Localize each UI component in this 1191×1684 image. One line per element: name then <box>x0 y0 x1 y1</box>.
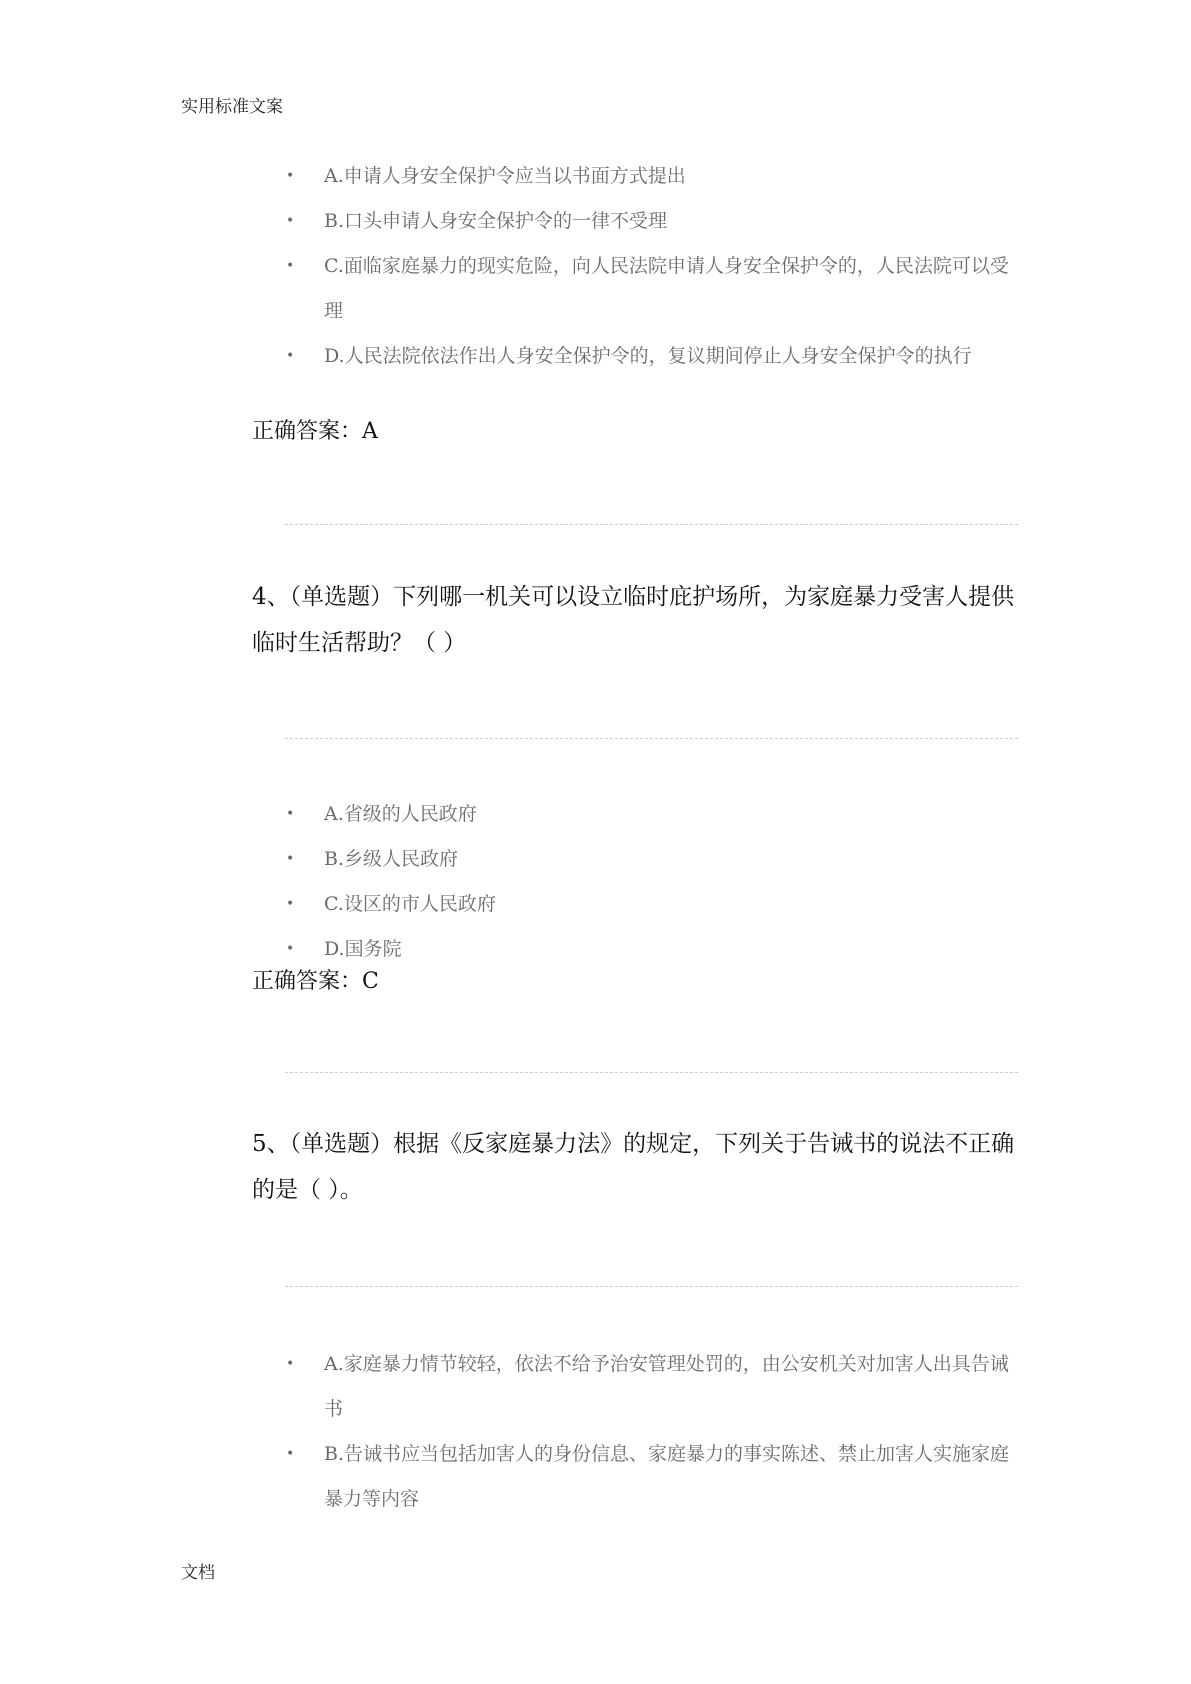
q5-option-a[interactable] <box>286 1342 1026 1432</box>
q4-option-d[interactable] <box>286 927 1026 972</box>
q3-option-a[interactable] <box>286 154 1026 199</box>
divider <box>285 1286 1018 1287</box>
option-text: B.告诫书应当包括加害人的身份信息、家庭暴力的事实陈述、禁止加害人实施家庭暴力等内容 <box>324 1443 1010 1510</box>
option-text: C.面临家庭暴力的现实危险，向人民法院申请人身安全保护令的，人民法院可以受理 <box>324 255 1009 322</box>
bullet-icon: • <box>286 258 295 274</box>
divider <box>285 524 1018 525</box>
option-text: B.口头申请人身安全保护令的一律不受理 <box>324 210 668 232</box>
bullet-icon: • <box>286 1356 295 1372</box>
q4-answer: 正确答案：C <box>252 969 379 994</box>
bullet-icon: • <box>286 896 295 912</box>
q3-option-b[interactable] <box>286 199 1026 244</box>
bullet-icon: • <box>286 168 295 184</box>
page-footer: 文档 <box>181 1563 215 1583</box>
q4-option-a[interactable] <box>286 792 1026 837</box>
bullet-icon: • <box>286 213 295 229</box>
q3-option-list <box>286 154 1026 379</box>
q3-option-c[interactable] <box>286 244 1026 334</box>
bullet-icon: • <box>286 1446 295 1462</box>
option-text: A.家庭暴力情节较轻，依法不给予治安管理处罚的，由公安机关对加害人出具告诫书 <box>324 1353 1009 1420</box>
option-text: A.申请人身安全保护令应当以书面方式提出 <box>324 165 686 187</box>
bullet-icon: • <box>286 806 295 822</box>
q3-answer: 正确答案：A <box>252 419 378 444</box>
option-text: D.国务院 <box>324 938 402 960</box>
bullet-icon: • <box>286 348 295 364</box>
q5-option-b[interactable] <box>286 1432 1026 1522</box>
option-text: C.设区的市人民政府 <box>324 893 496 915</box>
q5-question: 5、（单选题）根据《反家庭暴力法》的规定，下列关于告诫书的说法不正确的是（ ）。 <box>252 1131 1015 1203</box>
divider <box>285 738 1018 739</box>
option-text: D.人民法院依法作出人身安全保护令的，复议期间停止人身安全保护令的执行 <box>324 345 972 367</box>
bullet-icon: • <box>286 941 295 957</box>
q4-question: 4、（单选题）下列哪一机关可以设立临时庇护场所，为家庭暴力受害人提供临时生活帮助？（ ） <box>252 584 1015 656</box>
option-text: B.乡级人民政府 <box>324 848 459 870</box>
q5-option-list <box>286 1342 1026 1522</box>
divider <box>285 1072 1018 1073</box>
bullet-icon: • <box>286 851 295 867</box>
option-text: A.省级的人民政府 <box>324 803 477 825</box>
q4-option-list <box>286 792 1026 972</box>
q4-option-c[interactable] <box>286 882 1026 927</box>
q3-option-d[interactable] <box>286 334 1026 379</box>
page-header: 实用标准文案 <box>181 97 283 117</box>
q4-option-b[interactable] <box>286 837 1026 882</box>
